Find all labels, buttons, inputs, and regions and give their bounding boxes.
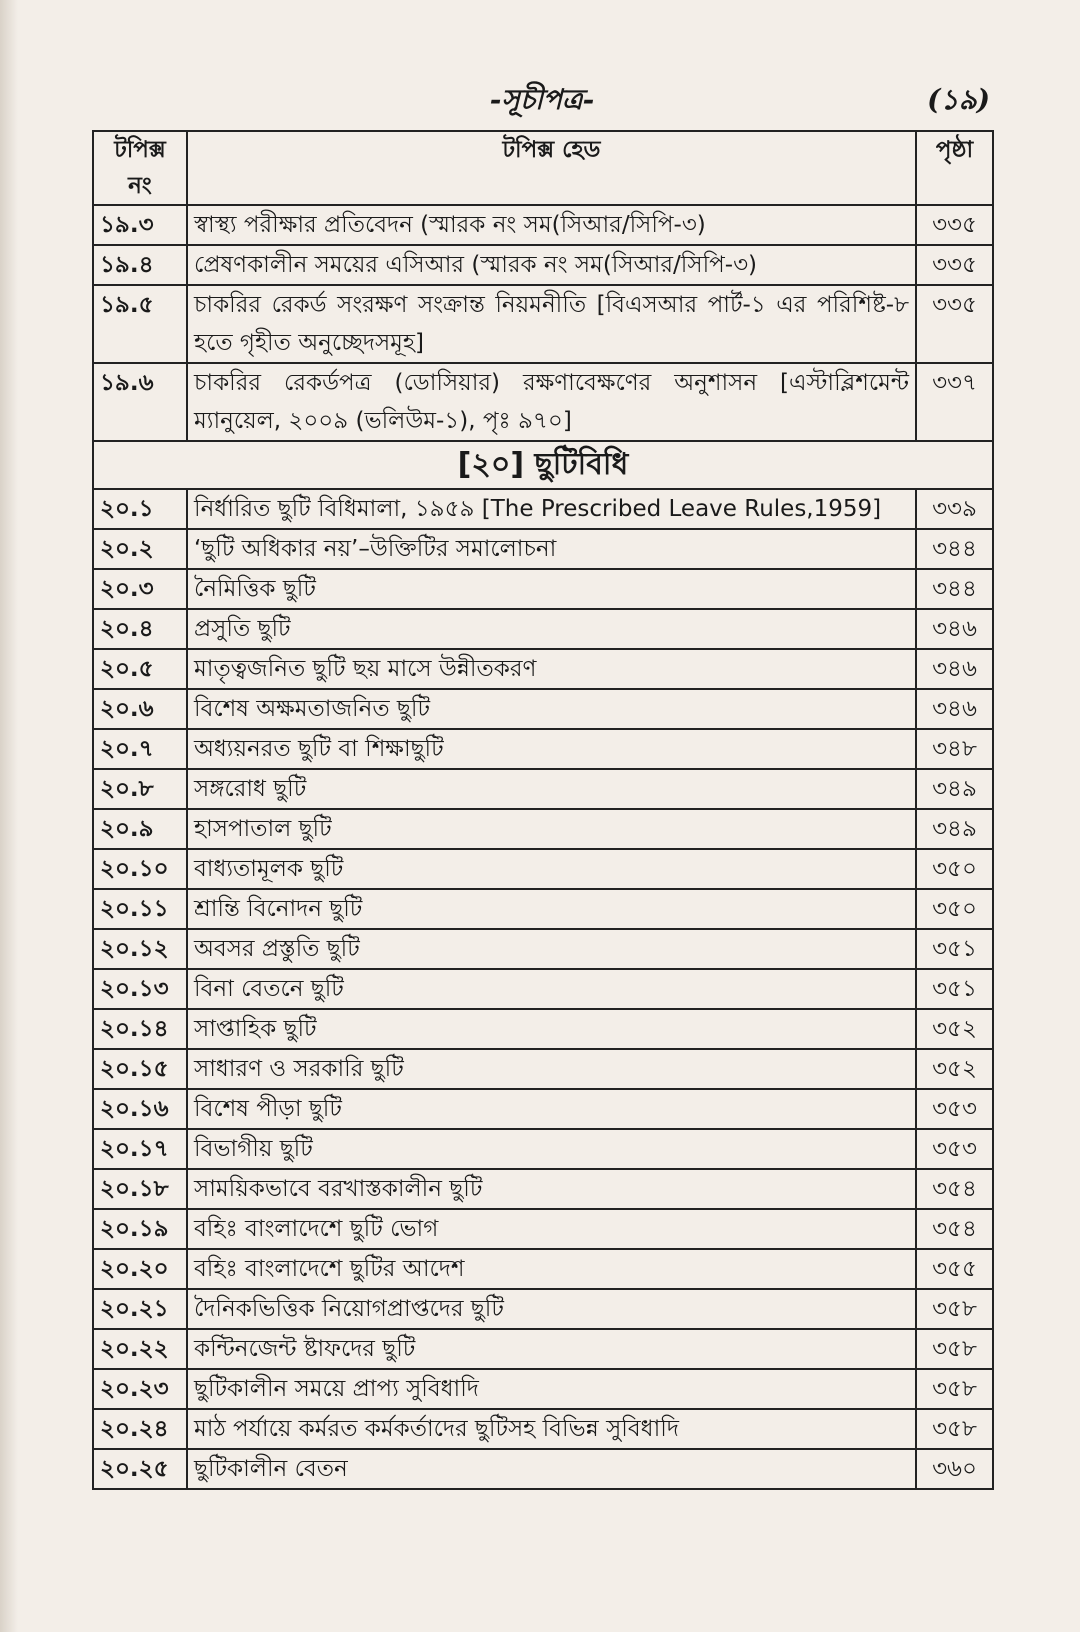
section-heading: [২০] ছুটিবিধি xyxy=(93,441,993,489)
topic-title: সঙ্গরোধ ছুটি xyxy=(187,769,916,809)
topic-title: সাময়িকভাবে বরখাস্তকালীন ছুটি xyxy=(187,1169,916,1209)
topic-number: ২০.১২ xyxy=(93,929,187,969)
topic-title: বিভাগীয় ছুটি xyxy=(187,1129,916,1169)
topic-number: ১৯.৩ xyxy=(93,205,187,245)
topic-page: ৩৫৩ xyxy=(916,1129,993,1169)
section-heading-row xyxy=(93,441,993,489)
topic-number: ২০.৫ xyxy=(93,649,187,689)
section-19-rows xyxy=(93,205,993,441)
topic-page: ৩৫০ xyxy=(916,849,993,889)
topic-page: ৩৫১ xyxy=(916,969,993,1009)
topic-page: ৩৪৪ xyxy=(916,529,993,569)
topic-number: ২০.১৮ xyxy=(93,1169,187,1209)
topic-title: প্রেষণকালীন সময়ের এসিআর (স্মারক নং সম(সিআর/সিপি-৩) xyxy=(187,245,916,285)
table-row xyxy=(93,1089,993,1129)
table-row xyxy=(93,1289,993,1329)
topic-page: ৩৪৬ xyxy=(916,649,993,689)
topic-title: অধ্যয়নরত ছুটি বা শিক্ষাছুটি xyxy=(187,729,916,769)
section-20-rows xyxy=(93,489,993,1489)
topic-title: বিশেষ পীড়া ছুটি xyxy=(187,1089,916,1129)
topic-number: ১৯.৫ xyxy=(93,285,187,363)
table-row xyxy=(93,609,993,649)
table-row xyxy=(93,1169,993,1209)
topic-page: ৩৫৪ xyxy=(916,1169,993,1209)
table-row xyxy=(93,285,993,363)
table-row xyxy=(93,809,993,849)
topic-page: ৩৩৫ xyxy=(916,205,993,245)
topic-title: সাপ্তাহিক ছুটি xyxy=(187,1009,916,1049)
topic-number: ২০.৮ xyxy=(93,769,187,809)
topic-title: নৈমিত্তিক ছুটি xyxy=(187,569,916,609)
table-row xyxy=(93,529,993,569)
topic-number: ২০.২৫ xyxy=(93,1449,187,1489)
topic-page: ৩৪৬ xyxy=(916,609,993,649)
topic-number: ২০.১৭ xyxy=(93,1129,187,1169)
topic-number: ২০.১৪ xyxy=(93,1009,187,1049)
contents-table xyxy=(92,130,994,1490)
topic-number: ২০.২ xyxy=(93,529,187,569)
topic-title: অবসর প্রস্তুতি ছুটি xyxy=(187,929,916,969)
topic-title: বিশেষ অক্ষমতাজনিত ছুটি xyxy=(187,689,916,729)
topic-number: ১৯.৪ xyxy=(93,245,187,285)
page-title: -সূচীপত্র- xyxy=(489,83,595,116)
table-row xyxy=(93,889,993,929)
table-row xyxy=(93,1129,993,1169)
topic-number: ২০.২০ xyxy=(93,1249,187,1289)
table-row xyxy=(93,969,993,1009)
table-row xyxy=(93,1049,993,1089)
topic-number: ২০.১৩ xyxy=(93,969,187,1009)
topic-title: মাঠ পর্যায়ে কর্মরত কর্মকর্তাদের ছুটিসহ বিভিন্ন সুবিধাদি xyxy=(187,1409,916,1449)
topic-page: ৩৫৮ xyxy=(916,1289,993,1329)
topic-page: ৩৬০ xyxy=(916,1449,993,1489)
topic-page: ৩৩৯ xyxy=(916,489,993,529)
topic-title: ছুটিকালীন সময়ে প্রাপ্য সুবিধাদি xyxy=(187,1369,916,1409)
topic-page: ৩৫৩ xyxy=(916,1089,993,1129)
table-row xyxy=(93,1409,993,1449)
topic-number: ২০.৭ xyxy=(93,729,187,769)
table-row xyxy=(93,769,993,809)
topic-page: ৩৩৭ xyxy=(916,363,993,441)
table-row xyxy=(93,849,993,889)
header-page: পৃষ্ঠা xyxy=(916,131,993,205)
topic-number: ২০.১ xyxy=(93,489,187,529)
topic-number: ২০.১০ xyxy=(93,849,187,889)
topic-page: ৩৩৫ xyxy=(916,245,993,285)
topic-number: ১৯.৬ xyxy=(93,363,187,441)
topic-number: ২০.৩ xyxy=(93,569,187,609)
table-row xyxy=(93,1209,993,1249)
topic-title: ‘ছুটি অধিকার নয়’–উক্তিটির সমালোচনা xyxy=(187,529,916,569)
topic-number: ২০.৬ xyxy=(93,689,187,729)
topic-title: ছুটিকালীন বেতন xyxy=(187,1449,916,1489)
topic-page: ৩৩৫ xyxy=(916,285,993,363)
topic-page: ৩৫৮ xyxy=(916,1409,993,1449)
topic-title: নির্ধারিত ছুটি বিধিমালা, ১৯৫৯ [The Prescribed Leave Rules,1959] xyxy=(187,489,916,529)
header-topic-head: টপিক্স হেড xyxy=(187,131,916,205)
topic-number: ২০.১১ xyxy=(93,889,187,929)
topic-page: ৩৫১ xyxy=(916,929,993,969)
topic-number: ২০.১৫ xyxy=(93,1049,187,1089)
topic-page: ৩৫৪ xyxy=(916,1209,993,1249)
table-row xyxy=(93,1369,993,1409)
table-row xyxy=(93,245,993,285)
topic-number: ২০.২২ xyxy=(93,1329,187,1369)
topic-page: ৩৫৫ xyxy=(916,1249,993,1289)
table-row xyxy=(93,363,993,441)
topic-title: মাতৃত্বজনিত ছুটি ছয় মাসে উন্নীতকরণ xyxy=(187,649,916,689)
topic-number: ২০.৯ xyxy=(93,809,187,849)
topic-page: ৩৫৮ xyxy=(916,1329,993,1369)
scan-shadow xyxy=(0,0,18,1632)
table-row xyxy=(93,929,993,969)
table-row xyxy=(93,689,993,729)
topic-number: ২০.৪ xyxy=(93,609,187,649)
topic-title: সাধারণ ও সরকারি ছুটি xyxy=(187,1049,916,1089)
topic-number: ২০.২১ xyxy=(93,1289,187,1329)
table-row xyxy=(93,1449,993,1489)
topic-page: ৩৪৮ xyxy=(916,729,993,769)
topic-page: ৩৫২ xyxy=(916,1049,993,1089)
topic-number: ২০.১৯ xyxy=(93,1209,187,1249)
topic-title: বহিঃ বাংলাদেশে ছুটি ভোগ xyxy=(187,1209,916,1249)
topic-title: বাধ্যতামূলক ছুটি xyxy=(187,849,916,889)
topic-title: চাকরির রেকর্ড সংরক্ষণ সংক্রান্ত নিয়মনীতি [বিএসআর পার্ট-১ এর পরিশিষ্ট-৮ হতে গৃহীত অনুচ্ছেদসমূহ] xyxy=(187,285,916,363)
table-row xyxy=(93,569,993,609)
topic-page: ৩৪৬ xyxy=(916,689,993,729)
table-row xyxy=(93,729,993,769)
table-row xyxy=(93,649,993,689)
topic-title: প্রসুতি ছুটি xyxy=(187,609,916,649)
topic-page: ৩৪৯ xyxy=(916,769,993,809)
topic-title: কন্টিনজেন্ট ষ্টাফদের ছুটি xyxy=(187,1329,916,1369)
topic-title: হাসপাতাল ছুটি xyxy=(187,809,916,849)
page-number: (১৯) xyxy=(927,83,990,116)
topic-number: ২০.২৪ xyxy=(93,1409,187,1449)
page-header xyxy=(92,78,992,122)
topic-page: ৩৫৮ xyxy=(916,1369,993,1409)
table-row xyxy=(93,1329,993,1369)
header-topic-number: টপিক্স নং xyxy=(93,131,187,205)
topic-title: স্বাস্থ্য পরীক্ষার প্রতিবেদন (স্মারক নং সম(সিআর/সিপি-৩) xyxy=(187,205,916,245)
table-row xyxy=(93,205,993,245)
table-row xyxy=(93,1009,993,1049)
topic-page: ৩৪৪ xyxy=(916,569,993,609)
table-row xyxy=(93,1249,993,1289)
topic-title: বহিঃ বাংলাদেশে ছুটির আদেশ xyxy=(187,1249,916,1289)
topic-title: চাকরির রেকর্ডপত্র (ডোসিয়ার) রক্ষণাবেক্ষণের অনুশাসন [এস্টাব্লিশমেন্ট ম্যানুয়েল, ২০০৯ (ভলিউম-১), পৃঃ ৯৭০] xyxy=(187,363,916,441)
topic-number: ২০.২৩ xyxy=(93,1369,187,1409)
topic-page: ৩৫২ xyxy=(916,1009,993,1049)
table-row xyxy=(93,489,993,529)
topic-title: শ্রান্তি বিনোদন ছুটি xyxy=(187,889,916,929)
topic-title: বিনা বেতনে ছুটি xyxy=(187,969,916,1009)
topic-page: ৩৫০ xyxy=(916,889,993,929)
topic-page: ৩৪৯ xyxy=(916,809,993,849)
topic-number: ২০.১৬ xyxy=(93,1089,187,1129)
table-header-row xyxy=(93,131,993,205)
topic-title: দৈনিকভিত্তিক নিয়োগপ্রাপ্তদের ছুটি xyxy=(187,1289,916,1329)
